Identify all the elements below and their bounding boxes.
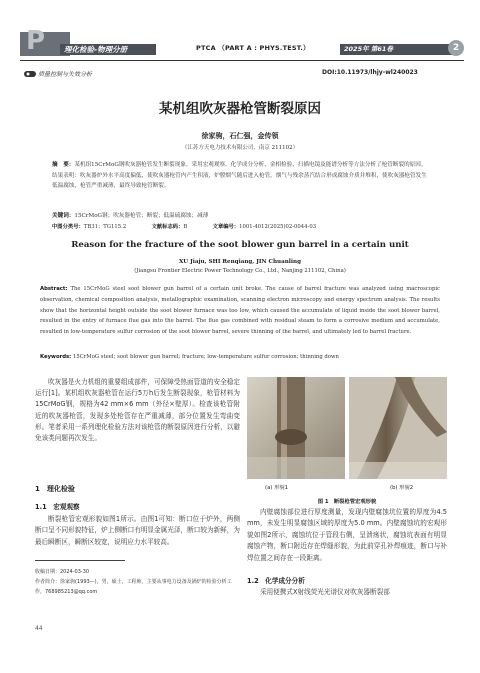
figure-1-photos (247, 377, 447, 479)
article-no-label: 文章编号： (212, 224, 240, 230)
clc-value: TB31；TG115.2 (83, 224, 127, 230)
issue-number-badge: 2 (448, 40, 464, 56)
photo-b (349, 377, 447, 479)
authors-chinese: 徐家驹，石仁强，金传领 (201, 132, 279, 140)
affiliation-chinese: （江苏方天电力技术有限公司，南京 211102） (181, 145, 299, 151)
abstract-chinese-text: 某机组15CrMoG钢吹灰器枪管发生断裂现象。采用宏观观察、化学成分分析、金相检验、扫描电镜及能谱分析等方法分析了枪管断裂的原因。结果表明：吹灰器炉外水平高度偏低，使吹灰器枪管内产生积液，炉膛烟气随后进入枪管，烟气与残余蒸汽结合形成腐蚀介质并堆积，使吹灰器枪管发生低温腐蚀，枪管严重减薄，最终导致枪管断裂。 (52, 162, 427, 189)
figure-caption-b: (b) 形貌2 (390, 485, 414, 491)
footnote-rule (35, 560, 125, 561)
intro-paragraph: 吹灰器是火力机组的重要组成部件，可保障受热面管道的安全稳定运行[1]。某机组吹灰器枪管在运行5万h后发生断裂现象，枪管材料为15CrMoG钢，规格为42 mm×6 mm（外径×壁厚）。检查该枪管附近的吹灰器枪管，发现多处枪管存在严重减薄，部分位置发生弯曲变形。笔者采用一系列理化检验方法对该枪管的断裂原因进行分析，以避免该类问题再次发生。 (35, 378, 240, 443)
doc-code-label: 文献标志码： (151, 224, 184, 230)
abstract-chinese-label: 摘 要： (52, 162, 75, 168)
authors-english: XU Jiaju, SHI Renqiang, JIN Chuanling (178, 259, 302, 265)
keywords-chinese (52, 211, 428, 219)
photo-a (247, 377, 345, 479)
section-heading-1-2: 1.2 化学成分分析 (247, 577, 305, 585)
header-rule (20, 60, 464, 61)
abstract-english-label: Abstract: (40, 286, 68, 292)
category-label: 质量控制与失效分析 (38, 71, 93, 78)
keywords-english-label: Keywords: (40, 354, 72, 360)
abstract-english (40, 284, 440, 338)
abstract-chinese (52, 160, 428, 192)
header-journal: PTCA （PART A : PHYS.TEST.） (196, 44, 310, 52)
keywords-chinese-text: 15CrMoG钢；吹灰器枪管；断裂；低温硫腐蚀；减薄 (74, 213, 209, 219)
footnote-received: 收稿日期：2024-03-30 (35, 569, 90, 575)
keywords-english (40, 354, 440, 360)
doi: DOI:10.11973/lhjy-wl240023 (322, 69, 418, 76)
figure-caption: 图 1 断裂枪管宏观形貌 (317, 499, 377, 505)
footnote (35, 567, 240, 597)
category-icon (24, 70, 36, 78)
classification-row (52, 222, 428, 230)
footnote-author: 作者简介：徐家驹(1993—)，男，硕士，工程师，主要从事电力设备及锅炉的检验分析工作，768985213@qq.com (35, 579, 232, 595)
title-english: Reason for the fracture of the soot blower gun barrel in a certain unit (71, 240, 409, 250)
page-number: 44 (35, 625, 43, 632)
abstract-english-text: The 15CrMoG steel soot blower gun barrel of a certain unit broke. The cause of barrel fracture was analyzed using macroscopic observation, chemical composition analysis, metallographic examination, scanning electron microscopy and energy spectrum analysis. The results show that the horizontal height outside the soot blower furnace was too low, which caused the accumulate of liquid inside the soot blower barrel, resulted in the entry of furnace flue gas into the barrel. The flue gas combined with residual steam to form a corrosive medium and accumulate, resulted in low-temperature sulfur corrosion of the soot blower barrel, severe thinning of the barrel, and ultimately led to barrel fracture. (40, 286, 440, 336)
section-heading-1-1: 1.1 宏观观察 (35, 503, 80, 511)
figure-caption-a: (a) 形貌1 (265, 485, 289, 491)
doc-code-value: B (183, 224, 188, 230)
header-year-issue: 2025年 第61卷 (344, 45, 393, 53)
article-no-value: 1001-4012(2025)02-0044-03 (239, 224, 317, 230)
right-column-paragraph: 内壁腐蚀部位进行厚度测量，发现内壁腐蚀坑位置的厚度为4.5 mm，未发生明显腐蚀区域的厚度为5.0 mm。内壁腐蚀坑的宏观形貌如图2所示，腐蚀坑位于管段右侧，呈溃疡状，腐蚀坑表面有明显腐蚀产物，断口附近存在焊缝形貌，为此前穿孔补焊痕迹，断口与补焊位置之间存在一段距离。 (247, 508, 447, 562)
section-1-1-paragraph: 断裂枪管宏观形貌如图1所示。由图1可知：断口位于炉外，两侧断口呈不同形貌特征，炉上侧断口有明显金属光泽，断口较为新鲜，为最后瞬断区，瞬断区较宽，说明应力水平较高。 (35, 515, 240, 546)
section-heading-1: 1 理化检验 (35, 485, 75, 493)
keywords-chinese-label: 关键词： (52, 213, 75, 219)
clc-label: 中图分类号： (52, 224, 84, 230)
keywords-english-text: 15CrMoG steel; soot blower gun barrel; fracture; low-temperature sulfur corrosion; thinning down (72, 354, 339, 360)
affiliation-english: (Jiangsu Frontier Electric Power Technology Co., Ltd., Nanjing 211102, China) (134, 268, 346, 274)
journal-logo-letter: P (26, 26, 46, 56)
section-1-2-paragraph: 采用便携式X射线荧光光谱仪对吹灰器断裂部 (260, 588, 390, 596)
header-section: 理化检验-物理分册 (64, 45, 128, 54)
title-chinese: 某机组吹灰器枪管断裂原因 (159, 101, 321, 117)
